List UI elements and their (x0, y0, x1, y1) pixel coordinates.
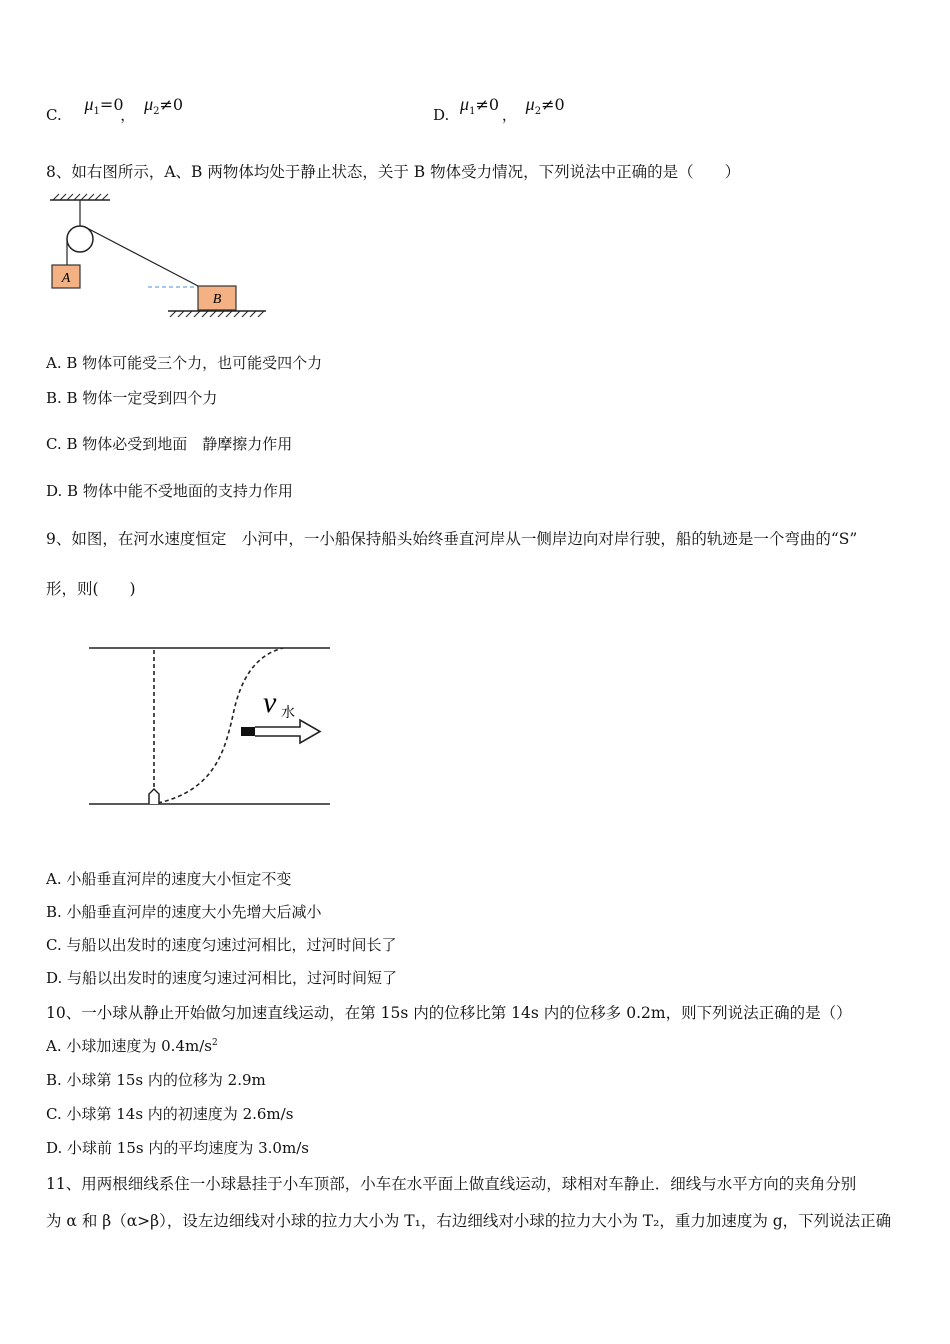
relation: ≠0 (159, 95, 184, 114)
block-a-label: A (61, 271, 71, 286)
option-label: C. (46, 106, 62, 124)
velocity-arrow-icon (255, 720, 320, 743)
q9-option-c: C. 与船以出发时的速度匀速过河相比，过河时间长了 (46, 936, 397, 954)
boat-icon (149, 789, 159, 804)
arrow-tail (241, 727, 255, 736)
velocity-symbol: v (263, 686, 277, 719)
q8-option-d: D. B 物体中能不受地面的支持力作用 (46, 482, 293, 500)
subscript: 2 (534, 106, 542, 117)
superscript: 2 (211, 1038, 218, 1048)
subscript: 1 (93, 106, 100, 117)
relation: ≠0 (475, 95, 500, 114)
q7-option-d (433, 94, 565, 127)
q8-option-c: C. B 物体必受到地面 静摩擦力作用 (46, 435, 293, 453)
question-9-text-line2: 形，则( ) (46, 580, 136, 598)
option-label: D. (433, 106, 450, 124)
q10-option-c: C. 小球第 14s 内的初速度为 2.6m/s (46, 1105, 294, 1123)
option-text: A. 小球加速度为 0.4m/s (46, 1037, 212, 1055)
q8-option-b: B. B 物体一定受到四个力 (46, 389, 218, 407)
mu-symbol: μ (84, 94, 94, 114)
q10-option-a (46, 1035, 218, 1056)
question-11-text-line1: 11、用两根细线系住一小球悬挂于小车顶部，小车在水平面上做直线运动，球相对车静止．细线与水平方向的夹角分别 (46, 1175, 857, 1193)
q9-option-a: A. 小船垂直河岸的速度大小恒定不变 (46, 870, 292, 888)
q7-option-c (46, 94, 184, 127)
relation: ≠0 (541, 95, 565, 114)
question-9-text-line1: 9、如图，在河水速度恒定 小河中，一小船保持船头始终垂直河岸从一侧岸边向对岸行驶，船的轨迹是一个弯曲的“S” (46, 530, 858, 548)
mu-symbol: μ (525, 94, 535, 114)
mu-symbol: μ (144, 94, 154, 114)
relation: =0 (99, 95, 124, 114)
velocity-subscript: 水 (281, 705, 295, 721)
q9-option-d: D. 与船以出发时的速度匀速过河相比，过河时间短了 (46, 969, 398, 987)
subscript: 2 (153, 106, 160, 117)
q10-option-d: D. 小球前 15s 内的平均速度为 3.0m/s (46, 1139, 309, 1157)
subscript: 1 (469, 106, 476, 117)
q10-option-b: B. 小球第 15s 内的位移为 2.9m (46, 1071, 266, 1089)
separator: ， (501, 106, 517, 124)
question-10-text: 10、一小球从静止开始做匀加速直线运动，在第 15s 内的位移比第 14s 内的位移多 0.2m，则下列说法正确的是（） (46, 1004, 852, 1022)
question-11-text-line2: 为 α 和 β（α>β），设左边细线对小球的拉力大小为 T₁，右边细线对小球的拉力大小为 T₂，重力加速度为 g，下列说法正确 (46, 1212, 892, 1230)
mu-symbol: μ (460, 94, 470, 114)
q8-option-a: A. B 物体可能受三个力，也可能受四个力 (46, 354, 323, 372)
block-b-label: B (212, 292, 222, 307)
pulley-wheel (67, 226, 93, 252)
pulley-figure (40, 190, 280, 325)
separator: ， (120, 106, 136, 124)
river-figure (85, 640, 335, 815)
question-8-text: 8、如右图所示，A、B 两物体均处于静止状态，关于 B 物体受力情况，下列说法中正确的是（ ） (46, 163, 741, 181)
q9-option-b: B. 小船垂直河岸的速度大小先增大后减小 (46, 903, 322, 921)
